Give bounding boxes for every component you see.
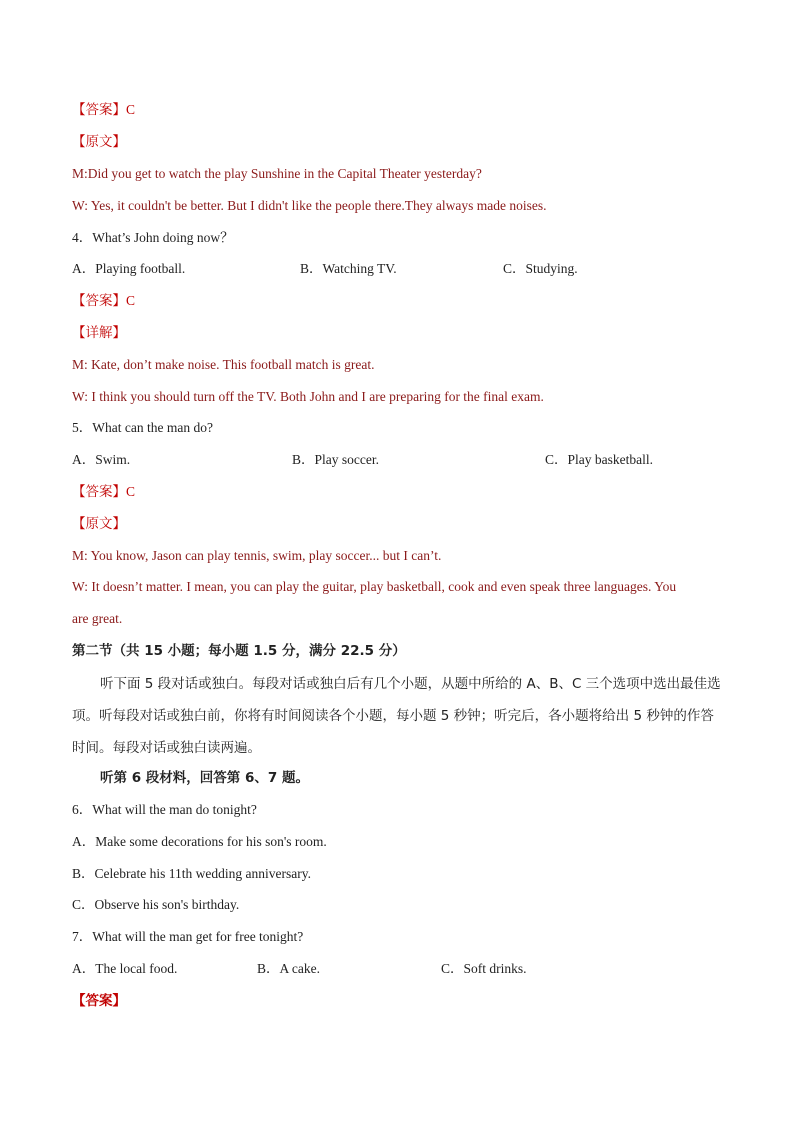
answer-value: C xyxy=(126,484,136,499)
q5-option-c: C．Play basketball. xyxy=(545,452,653,467)
section-2-instructions: 听下面 5 段对话或独白。每段对话或独白后有几个小题，从题中所给的 A、B、C 三个选项中选出最佳选项。听每段对话或独白前，你将有时间阅读各个小题，每小题 5 秒钟；听完后，各小题将给出 5 秒钟的作答时间。每段对话或独白读两遍。 xyxy=(72,676,721,756)
answer-line-4 xyxy=(72,291,135,311)
question-6: 6．What will the man do tonight? xyxy=(72,802,257,817)
q5-option-a: A．Swim. xyxy=(72,452,131,467)
q5-dialogue-man: M: You know, Jason can play tennis, swim, play soccer... but I can’t. xyxy=(72,548,442,563)
q7-option-b: B．A cake. xyxy=(257,961,320,976)
answer-label: 【答案】 xyxy=(72,484,126,499)
q7-option-a: A．The local food. xyxy=(72,961,178,976)
q5-dialogue-woman-line1: W: It doesn’t matter. I mean, you can play the guitar, play basketball, cook and even speak three languages. You xyxy=(72,579,677,594)
answer-label-7: 【答案】 xyxy=(72,993,126,1008)
source-label: 【原文】 xyxy=(72,134,126,149)
q6-option-a: A．Make some decorations for his son's room. xyxy=(72,834,327,849)
section-2-title: 第二节（共 15 小题；每小题 1.5 分，满分 22.5 分） xyxy=(72,643,406,659)
detail-label: 【详解】 xyxy=(72,325,126,340)
q7-option-c: C．Soft drinks. xyxy=(441,961,527,976)
q4-option-c: C．Studying. xyxy=(503,261,578,276)
dialogue-man: M:Did you get to watch the play Sunshine in the Capital Theater yesterday? xyxy=(72,166,482,181)
question-5: 5．What can the man do? xyxy=(72,420,213,435)
answer-label: 【答案】 xyxy=(72,293,126,308)
q4-dialogue-man: M: Kate, don’t make noise. This football match is great. xyxy=(72,357,375,372)
answer-value: C xyxy=(126,102,136,117)
q4-dialogue-woman: W: I think you should turn off the TV. Both John and I are preparing for the final exam. xyxy=(72,389,544,404)
q6-option-c: C．Observe his son's birthday. xyxy=(72,897,240,912)
question-7: 7．What will the man get for free tonight? xyxy=(72,929,304,944)
answer-line-5 xyxy=(72,482,135,502)
q5-dialogue-woman-line2: are great. xyxy=(72,611,123,626)
answer-label: 【答案】 xyxy=(72,102,126,117)
answer-value: C xyxy=(126,293,136,308)
answer-line-3 xyxy=(72,100,135,120)
question-4: 4．What’s John doing now？ xyxy=(72,230,234,245)
q4-option-a: A．Playing football. xyxy=(72,261,186,276)
q6-option-b: B．Celebrate his 11th wedding anniversary. xyxy=(72,866,311,881)
q4-option-b: B．Watching TV. xyxy=(300,261,397,276)
source-label: 【原文】 xyxy=(72,516,126,531)
dialogue-woman: W: Yes, it couldn't be better. But I didn't like the people there.They always made noises. xyxy=(72,198,547,213)
q5-option-b: B．Play soccer. xyxy=(292,452,379,467)
material-6-heading: 听第 6 段材料，回答第 6、7 题。 xyxy=(100,770,309,786)
